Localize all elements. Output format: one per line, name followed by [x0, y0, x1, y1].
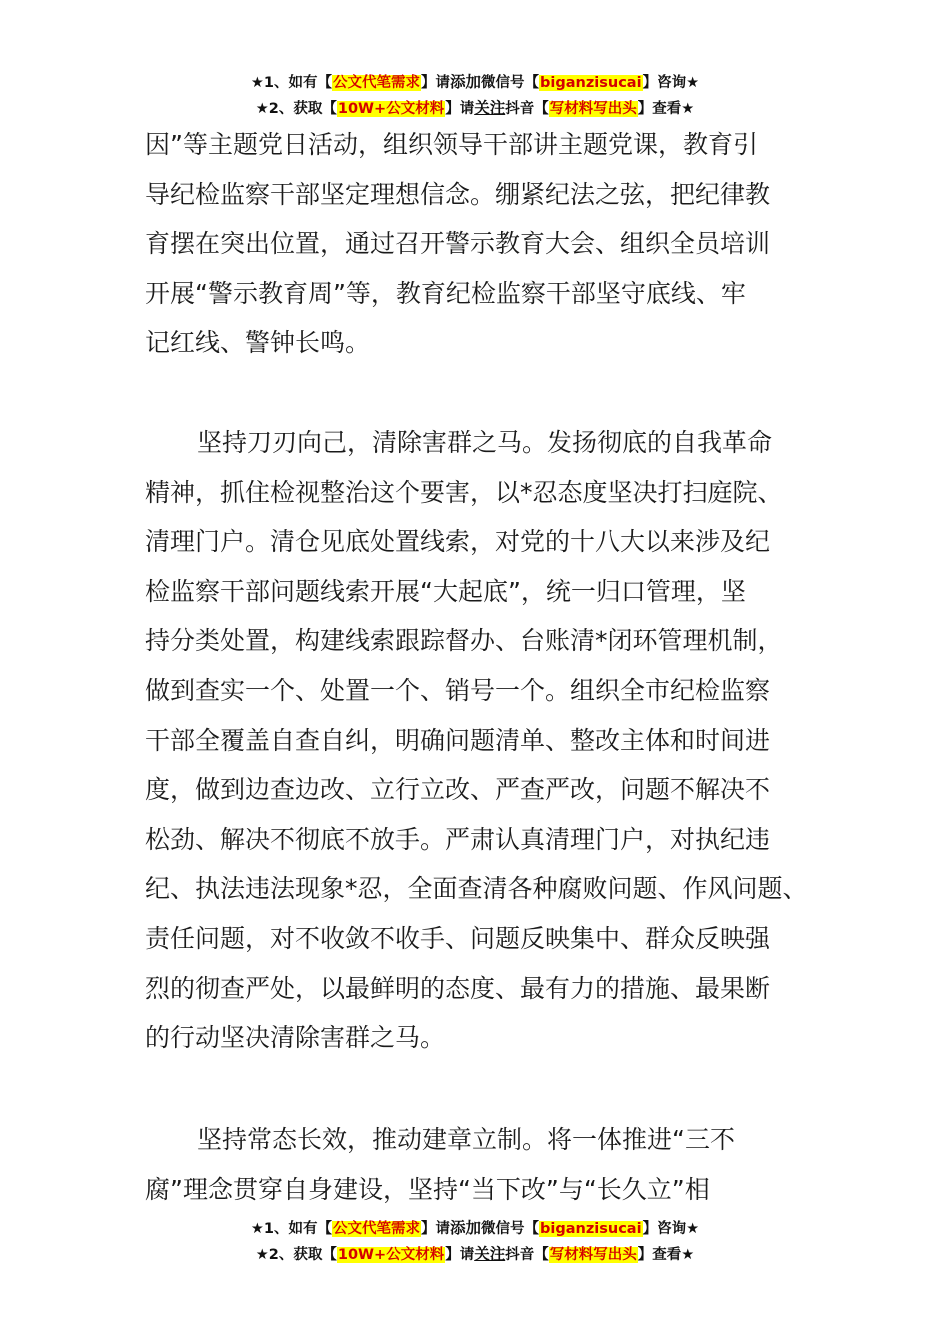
paragraph-1 [145, 120, 825, 368]
paragraph-2 [145, 418, 825, 1063]
banner-text: 】请 [421, 75, 450, 91]
banner-highlight: 10W+公文材料 [337, 101, 445, 117]
banner-wechat-id: biganzisucai [540, 1221, 642, 1237]
banner-line-2 [0, 96, 950, 122]
banner-text: ★2、获取【 [255, 1247, 337, 1263]
text-line: 责任问题，对不收敛不收手、问题反映集中、群众反映强 [145, 923, 771, 953]
text-line: 导纪检监察干部坚定理想信念。绷紧纪法之弦，把纪律教 [145, 179, 771, 209]
banner-underline-word: 关注 [474, 1245, 506, 1263]
paragraph-3 [145, 1115, 825, 1214]
banner-underline-word: 关注 [474, 99, 506, 117]
header-banner [0, 70, 950, 122]
text-line: 清理门户。清仓见底处置线索，对党的十八大以来涉及纪 [145, 527, 771, 557]
banner-text: 】请 [421, 1221, 450, 1237]
banner-text: ★2、获取【 [255, 101, 337, 117]
banner-text: ★1、如有【 [250, 75, 332, 91]
text-line: 度，做到边查边改、立行立改、严查严改，问题不解决不 [145, 775, 771, 805]
text-line: 松劲、解决不彻底不放手。严肃认真清理门户，对执纪违 [145, 824, 771, 854]
banner-douyin-id: 写材料写出头 [549, 1247, 637, 1263]
banner-highlight: 10W+公文材料 [337, 1247, 445, 1263]
banner-text: 】查看★ [637, 101, 695, 117]
banner-douyin-id: 写材料写出头 [549, 101, 637, 117]
banner-line-2 [0, 1242, 950, 1268]
text-line: 的行动坚决清除害群之马。 [145, 1023, 446, 1053]
text-line: 坚持常态长效，推动建章立制。将一体推进“三不 [197, 1125, 735, 1154]
banner-text: 】咨询★ [642, 1221, 700, 1237]
text-line: 腐”理念贯穿自身建设，坚持“当下改”与“长久立”相 [145, 1174, 710, 1204]
banner-highlight: 公文代笔需求 [333, 1221, 420, 1237]
text-line: 做到查实一个、处置一个、销号一个。组织全市纪检监察 [145, 675, 771, 705]
banner-text: 微信号【 [481, 1221, 540, 1237]
text-line: 开展“警示教育周”等，教育纪检监察干部坚守底线、牢 [145, 278, 746, 308]
banner-text: ★1、如有【 [250, 1221, 332, 1237]
banner-text: 微信号【 [481, 75, 540, 91]
banner-line-1 [0, 1216, 950, 1242]
banner-text: 抖音【 [505, 1247, 549, 1263]
banner-highlight: 公文代笔需求 [333, 75, 420, 91]
banner-text: 抖音【 [505, 101, 549, 117]
banner-text: 】请 [445, 101, 475, 117]
banner-text: 】咨询★ [642, 75, 700, 91]
text-line: 烈的彻查严处，以最鲜明的态度、最有力的措施、最果断 [145, 973, 771, 1003]
banner-bold-word: 添加 [450, 73, 482, 91]
banner-text: 】请 [445, 1247, 475, 1263]
banner-line-1 [0, 70, 950, 96]
banner-text: 】查看★ [637, 1247, 695, 1263]
text-line: 因”等主题党日活动，组织领导干部讲主题党课，教育引 [145, 130, 758, 159]
text-line: 育摆在突出位置，通过召开警示教育大会、组织全员培训 [145, 229, 771, 259]
text-line: 精神，抓住检视整治这个要害，以*忍态度坚决打扫庭院、 [145, 477, 783, 507]
text-line: 检监察干部问题线索开展“大起底”，统一归口管理，坚 [145, 576, 746, 606]
text-line: 干部全覆盖自查自纠，明确问题清单、整改主体和时间进 [145, 725, 771, 755]
text-line: 坚持刀刃向己，清除害群之马。发扬彻底的自我革命 [197, 428, 773, 457]
text-line: 记红线、警钟长鸣。 [145, 328, 371, 358]
banner-bold-word: 添加 [450, 1219, 482, 1237]
text-line: 纪、执法违法现象*忍，全面查清各种腐败问题、作风问题、 [145, 874, 808, 904]
text-line: 持分类处置，构建线索跟踪督办、台账清*闭环管理机制， [145, 626, 783, 656]
banner-wechat-id: biganzisucai [540, 75, 642, 91]
footer-banner [0, 1216, 950, 1268]
